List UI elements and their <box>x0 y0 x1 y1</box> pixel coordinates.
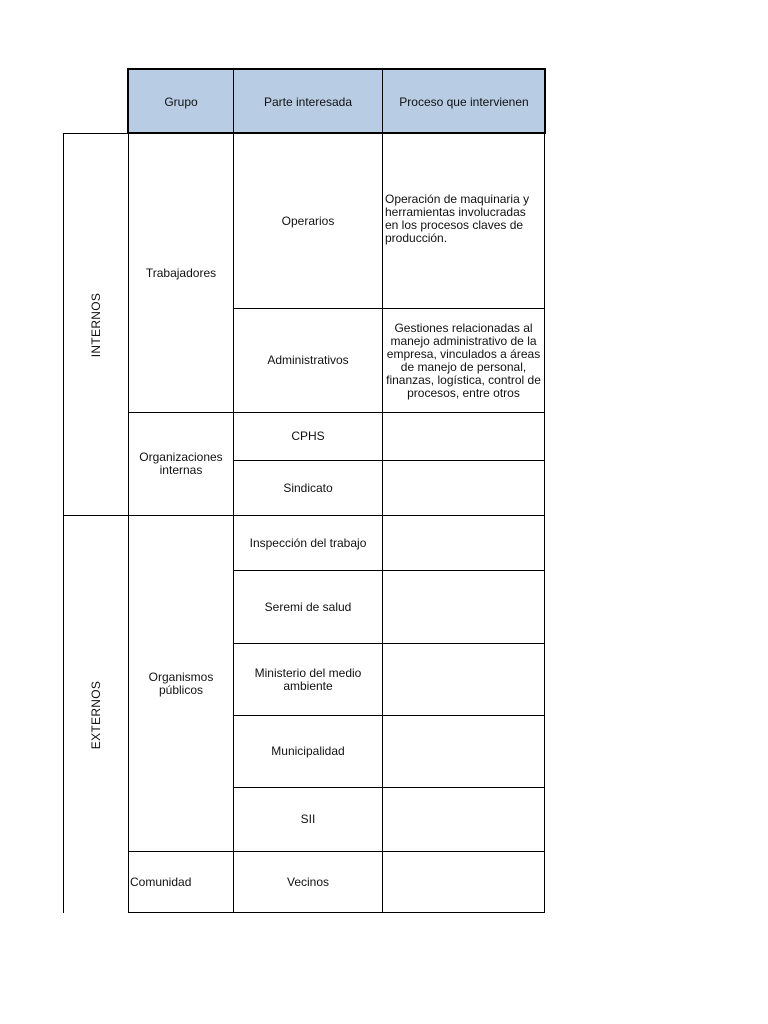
header-border-right <box>544 68 546 134</box>
group-comunidad-label: Comunidad <box>130 874 192 889</box>
table-right-line <box>544 133 545 913</box>
table-bottom-line <box>128 912 545 913</box>
category-internos <box>64 134 128 515</box>
parte-vecinos <box>234 852 382 912</box>
category-externos-label: EXTERNOS <box>89 680 104 749</box>
group-organismos-label: Organismos públicos <box>148 669 214 697</box>
header-parte-label: Parte interesada <box>263 94 353 109</box>
category-externos <box>64 516 128 913</box>
header-grupo-label: Grupo <box>164 94 198 109</box>
proceso-text: Operación de maquinaria y herramientas involucradas en los procesos claves de producción. <box>385 192 530 245</box>
group-organizaciones-internas <box>129 413 233 515</box>
header-proceso <box>383 70 545 133</box>
parte-ministerio <box>234 644 382 715</box>
group-organismos-publicos <box>129 516 233 851</box>
proceso-ministerio <box>383 644 544 715</box>
proceso-administrativos <box>383 309 544 412</box>
proceso-seremi <box>383 571 544 643</box>
proceso-vecinos <box>383 852 544 912</box>
proceso-inspeccion <box>383 516 544 570</box>
parte-sindicato <box>234 461 382 515</box>
proceso-text: Gestiones relacionadas al manejo administrativo de la empresa, vinculados a áreas de manejo de personal, finanzas, logística, control de procesos, entre otros <box>386 320 541 400</box>
parte-label: Municipalidad <box>271 744 345 758</box>
proceso-cphs <box>383 413 544 460</box>
parte-label: CPHS <box>291 429 325 443</box>
parte-label: Vecinos <box>286 874 330 889</box>
header-grupo <box>129 70 233 133</box>
parte-administrativos <box>234 309 382 412</box>
parte-inspeccion <box>234 516 382 570</box>
header-proceso-label: Proceso que intervienen <box>399 94 529 109</box>
group-organizaciones-label: Organizaciones internas <box>139 450 223 477</box>
category-internos-label: INTERNOS <box>89 292 103 357</box>
parte-label: Administrativos <box>267 353 349 367</box>
parte-label: Seremi de salud <box>264 599 352 614</box>
parte-label: Ministerio del medio ambiente <box>254 665 362 693</box>
parte-label: Inspección del trabajo <box>249 535 367 550</box>
header-parte-interesada <box>234 70 382 133</box>
parte-label: SII <box>300 812 316 826</box>
proceso-municipalidad <box>383 716 544 787</box>
proceso-operarios <box>383 193 544 253</box>
parte-label: Sindicato <box>283 480 333 495</box>
group-trabajadores-label: Trabajadores <box>145 265 217 280</box>
parte-label: Operarios <box>281 213 335 228</box>
proceso-sindicato <box>383 461 544 515</box>
parte-sii <box>234 788 382 851</box>
group-trabajadores <box>129 134 233 412</box>
group-comunidad <box>129 852 233 912</box>
parte-cphs <box>234 413 382 460</box>
parte-seremi <box>234 571 382 643</box>
header-border-left <box>127 68 129 134</box>
header-border-top <box>127 68 546 70</box>
parte-operarios <box>234 134 382 308</box>
proceso-sii <box>383 788 544 851</box>
parte-municipalidad <box>234 716 382 787</box>
